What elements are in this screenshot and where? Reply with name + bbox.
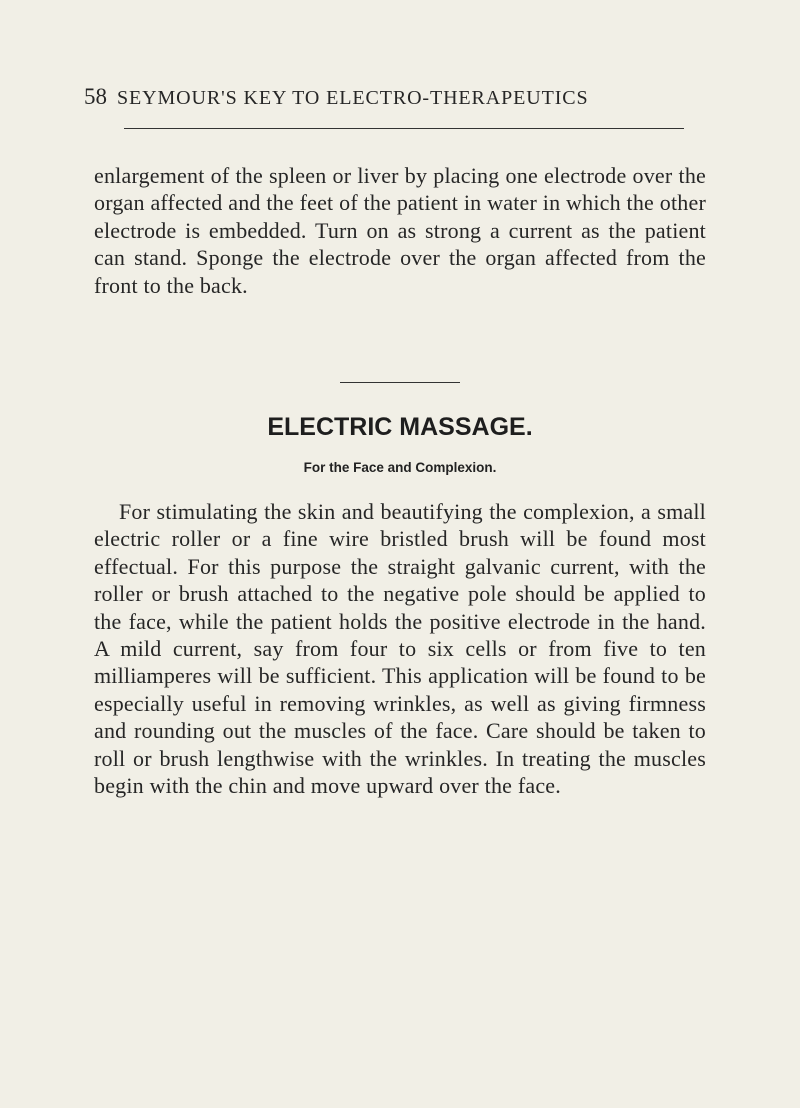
continued-paragraph [94, 162, 706, 299]
section-body-paragraph [94, 498, 706, 799]
section-heading: ELECTRIC MASSAGE. [267, 413, 533, 441]
header-rule [124, 128, 684, 129]
continued-paragraph-text: enlargement of the spleen or liver by placing one electrode over the organ affected and the feet of the patient in water in which the other electrode is embedded. Turn on as strong a current as the patient can stand. Sponge the electrode over the organ affected from the front to the back. [94, 163, 706, 298]
section-subheading: For the Face and Complexion. [303, 460, 497, 475]
running-title: SEYMOUR'S KEY TO ELECTRO-THERAPEUTICS [117, 87, 589, 109]
section-body-text: For stimulating the skin and beautifying the complexion, a small electric roller or a fine wire bristled brush will be found most effectual. For this purpose the straight galvanic current, with the roller or brush attached to the negative pole should be applied to the face, while the patient holds the positive electrode in the hand. A mild current, say from four to six cells or from five to ten milliamperes will be sufficient. This application will be found to be especially useful in removing wrinkles, as well as giving firmness and rounding out the muscles of the face. Care should be taken to roll or brush lengthwise with the wrinkles. In treating the muscles begin with the chin and move upward over the face. [94, 499, 706, 799]
section-divider-rule [340, 382, 460, 383]
running-head [84, 84, 724, 110]
page-number: 58 [84, 84, 107, 109]
